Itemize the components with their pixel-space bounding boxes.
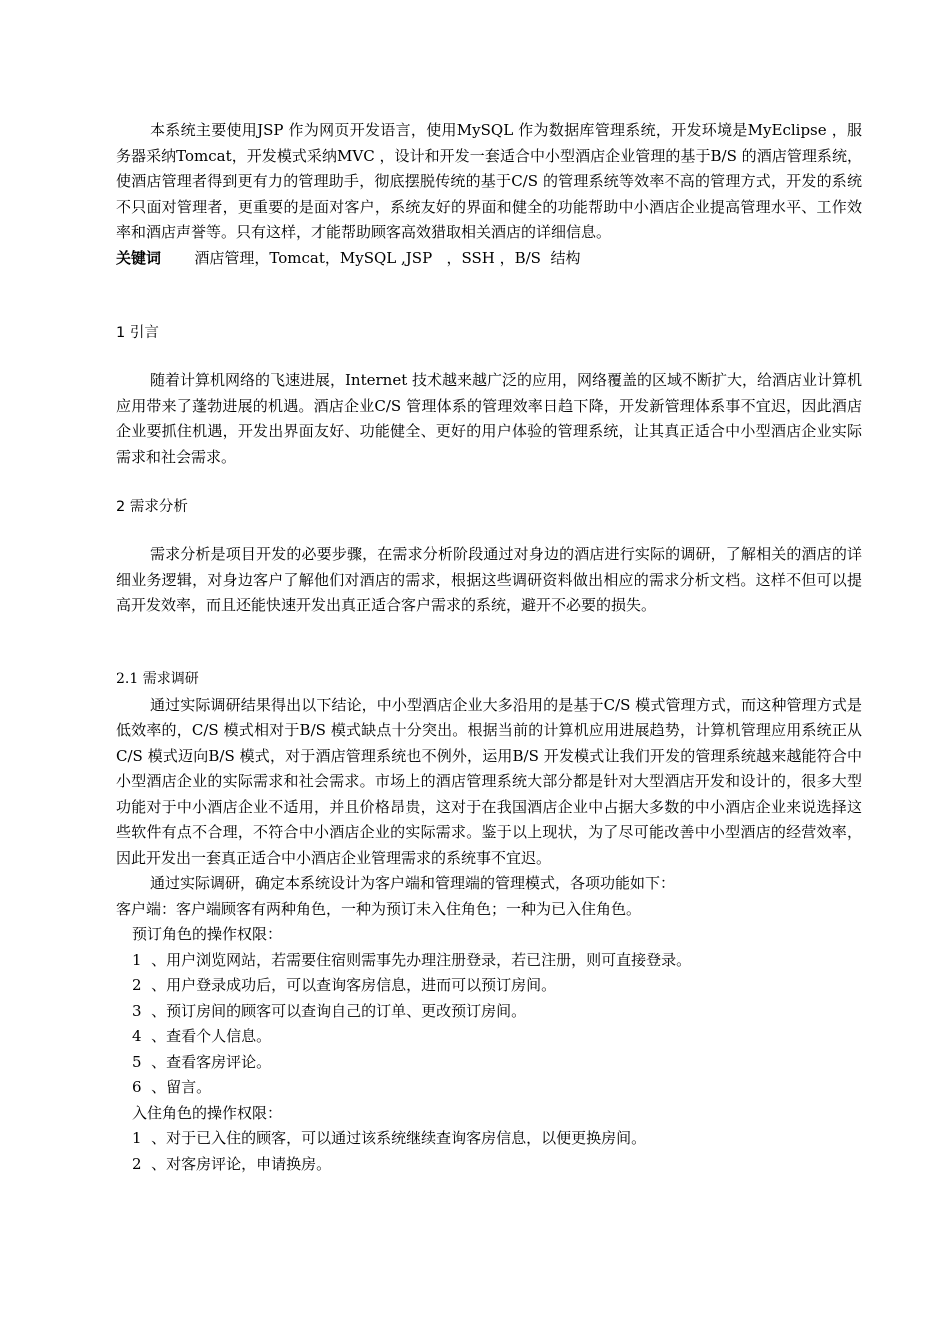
keywords-line bbox=[116, 246, 862, 272]
keywords-text: 酒店管理，Tomcat，MySQL ,JSP ，SSH ，B/S 结构 bbox=[194, 248, 581, 267]
section-2-heading: 2 需求分析 bbox=[116, 499, 188, 515]
section-1-body-block bbox=[116, 368, 862, 470]
booking-item: 3 、预订房间的顾客可以查询自己的订单、更改预订房间。 bbox=[132, 1001, 527, 1020]
section-1-heading: 1 引言 bbox=[116, 325, 159, 341]
booking-item: 1 、用户浏览网站，若需要住宿则需事先办理注册登录，若已注册，则可直接登录。 bbox=[132, 950, 692, 969]
section-2-1-paragraph: 通过实际调研结果得出以下结论，中小型酒店企业大多沿用的是基于C/S 模式管理方式，而这种管理方式是低效率的，C/S 模式相对于B/S 模式缺点十分突出。根据当前的计算机应用进展趋势，计算机管理应用系统正从C/S 模式迈向B/S 模式，对于酒店管理系统也不例外，运用B/S 开发模式让我们开发的管理系统越来越能符合中小型酒店企业的实际需求和社会需求。市场上的酒店管理系统大部分都是针对大型酒店开发和设计的，很多大型功能对于中小酒店企业不适用，并且价格昂贵，这对于在我国酒店企业中占据大多数的中小酒店企业来说选择这些软件有点不合理，不符合中小酒店企业的实际需求。鉴于以上现状，为了尽可能改善中小型酒店的经营效率，因此开发出一套真正适合中小酒店企业管理需求的系统事不宜迟。 bbox=[116, 695, 862, 867]
abstract-paragraph: 本系统主要使用JSP 作为网页开发语言，使用MySQL 作为数据库管理系统，开发环境是MyEclipse ，服务器采纳Tomcat，开发模式采纳MVC ，设计和开发一套适合中小型酒店企业管理的基于B/S 的酒店管理系统，使酒店管理者得到更有力的管理助手，彻底摆脱传统的基于C/S 的管理系统等效率不高的管理方式，开发的系统不只面对管理者，更重要的是面对客户，系统友好的界面和健全的功能帮助中小酒店企业提高管理水平、工作效率和酒店声誉等。只有这样，才能帮助顾客高效猎取相关酒店的详细信息。 bbox=[116, 121, 862, 241]
keywords-label: 关键词 bbox=[116, 248, 162, 267]
section-2-paragraph: 需求分析是项目开发的必要步骤，在需求分析阶段通过对身边的酒店进行实际的调研，了解相关的酒店的详细业务逻辑，对身边客户了解他们对酒店的需求，根据这些调研资料做出相应的需求分析文档。这样不但可以提高开发效率，而且还能快速开发出真正适合客户需求的系统，避开不必要的损失。 bbox=[116, 545, 862, 614]
checkin-item: 2 、对客房评论，申请换房。 bbox=[132, 1154, 332, 1173]
section-2-1 bbox=[116, 667, 862, 1177]
booking-item: 5 、查看客房评论。 bbox=[132, 1052, 272, 1071]
section-2 bbox=[116, 495, 862, 521]
client-line: 客户端：客户端顾客有两种角色，一种为预订未入住角色；一种为已入住角色。 bbox=[116, 899, 642, 918]
section-1 bbox=[116, 321, 862, 347]
section-2-body-block bbox=[116, 542, 862, 619]
checkin-item: 1 、对于已入住的顾客，可以通过该系统继续查询客房信息，以便更换房间。 bbox=[132, 1129, 647, 1147]
section-2-1-intro: 通过实际调研，确定本系统设计为客户端和管理端的管理模式，各项功能如下： bbox=[150, 874, 676, 892]
booking-item: 4 、查看个人信息。 bbox=[132, 1027, 272, 1045]
checkin-role-title: 入住角色的操作权限： bbox=[132, 1103, 283, 1122]
booking-item: 2 、用户登录成功后，可以查询客房信息，进而可以预订房间。 bbox=[132, 976, 557, 994]
booking-item: 6 、留言。 bbox=[132, 1078, 212, 1096]
booking-role-title: 预订角色的操作权限： bbox=[132, 925, 283, 943]
section-1-paragraph: 随着计算机网络的飞速进展，Internet 技术越来越广泛的应用，网络覆盖的区域不断扩大，给酒店业计算机应用带来了蓬勃进展的机遇。酒店企业C/S 管理体系的管理效率日趋下降，开发新管理体系事不宜迟，因此酒店企业要抓住机遇，开发出界面友好、功能健全、更好的用户体验的管理系统，让其真正适合中小型酒店企业实际需求和社会需求。 bbox=[116, 371, 862, 466]
document-page bbox=[116, 118, 862, 1173]
section-2-1-heading: 2.1 需求调研 bbox=[116, 671, 199, 687]
